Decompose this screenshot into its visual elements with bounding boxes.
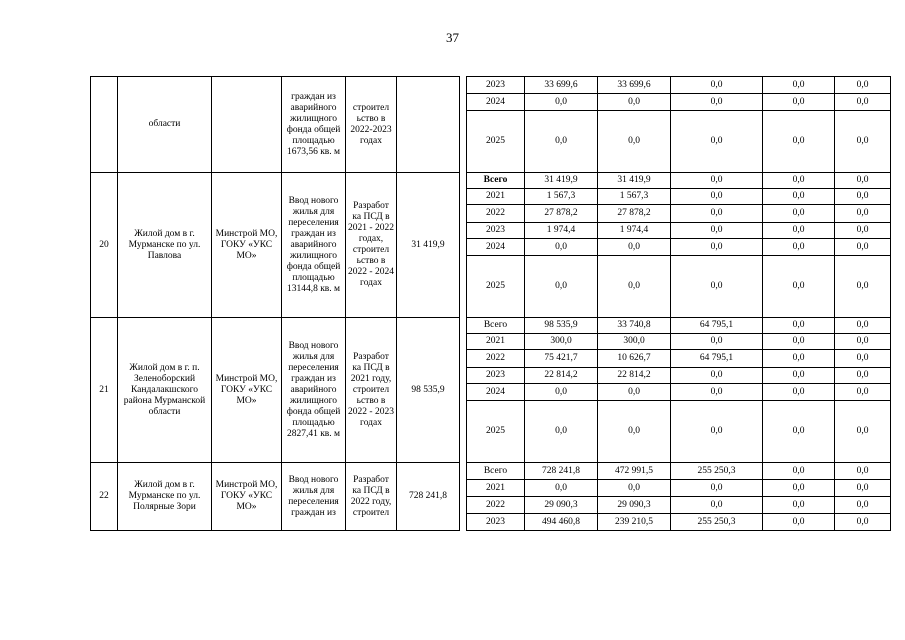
stage-period: Разработ ка ПСД в 2021 - 2022 годах, строител ьство в 2022 - 2024 годах xyxy=(346,173,397,318)
table-row xyxy=(91,77,891,94)
column-gap xyxy=(460,463,467,531)
total-cost: 728 241,8 xyxy=(397,463,460,531)
total-cost: 98 535,9 xyxy=(397,318,460,463)
amount-cell: 0,0 xyxy=(763,514,835,531)
year-cell: 2022 xyxy=(467,497,525,514)
amount-cell: 0,0 xyxy=(763,334,835,350)
amount-cell: 0,0 xyxy=(763,318,835,334)
expected-result: Ввод нового жилья для переселения граждан из xyxy=(282,463,346,531)
year-cell: 2024 xyxy=(467,384,525,401)
table-row xyxy=(91,463,891,480)
amount-cell: 255 250,3 xyxy=(671,463,763,480)
amount-cell: 1 567,3 xyxy=(525,189,598,205)
year-cell: 2025 xyxy=(467,256,525,318)
amount-cell: 300,0 xyxy=(598,334,671,350)
amount-cell: 0,0 xyxy=(763,77,835,94)
amount-cell: 0,0 xyxy=(835,111,891,173)
amount-cell: 0,0 xyxy=(763,368,835,384)
amount-cell: 0,0 xyxy=(835,256,891,318)
stage-period: строител ьство в 2022-2023 годах xyxy=(346,77,397,173)
amount-cell: 29 090,3 xyxy=(525,497,598,514)
amount-cell: 27 878,2 xyxy=(525,205,598,223)
item-number: 20 xyxy=(91,173,118,318)
amount-cell: 0,0 xyxy=(835,77,891,94)
item-number: 22 xyxy=(91,463,118,531)
amount-cell: 0,0 xyxy=(671,173,763,189)
year-cell: 2025 xyxy=(467,111,525,173)
amount-cell: 728 241,8 xyxy=(525,463,598,480)
table-row xyxy=(91,318,891,334)
page-number: 37 xyxy=(446,30,459,45)
amount-cell: 0,0 xyxy=(835,318,891,334)
amount-cell: 0,0 xyxy=(598,480,671,497)
amount-cell: 0,0 xyxy=(598,384,671,401)
amount-cell: 0,0 xyxy=(835,497,891,514)
amount-cell: 0,0 xyxy=(835,463,891,480)
amount-cell: 22 814,2 xyxy=(525,368,598,384)
amount-cell: 472 991,5 xyxy=(598,463,671,480)
year-cell: 2021 xyxy=(467,334,525,350)
year-cell: 2023 xyxy=(467,514,525,531)
object-name: Жилой дом в г. Мурманске по ул. Полярные Зори xyxy=(118,463,212,531)
amount-cell: 0,0 xyxy=(763,384,835,401)
amount-cell: 1 567,3 xyxy=(598,189,671,205)
column-gap xyxy=(460,318,467,463)
amount-cell: 0,0 xyxy=(525,111,598,173)
amount-cell: 0,0 xyxy=(835,334,891,350)
year-cell: 2021 xyxy=(467,480,525,497)
amount-cell: 0,0 xyxy=(763,205,835,223)
amount-cell: 0,0 xyxy=(598,111,671,173)
amount-cell: 10 626,7 xyxy=(598,350,671,368)
year-cell: 2021 xyxy=(467,189,525,205)
amount-cell: 22 814,2 xyxy=(598,368,671,384)
amount-cell: 64 795,1 xyxy=(671,350,763,368)
amount-cell: 0,0 xyxy=(671,497,763,514)
year-cell: Всего xyxy=(467,463,525,480)
amount-cell: 33 699,6 xyxy=(525,77,598,94)
amount-cell: 0,0 xyxy=(598,256,671,318)
amount-cell: 31 419,9 xyxy=(525,173,598,189)
year-cell: 2023 xyxy=(467,223,525,239)
year-cell: 2022 xyxy=(467,350,525,368)
year-cell: 2022 xyxy=(467,205,525,223)
executor: Минстрой МО, ГОКУ «УКС МО» xyxy=(212,318,282,463)
column-gap xyxy=(460,77,467,173)
amount-cell: 0,0 xyxy=(763,94,835,111)
item-number xyxy=(91,77,118,173)
amount-cell: 0,0 xyxy=(835,480,891,497)
amount-cell: 0,0 xyxy=(763,239,835,256)
amount-cell: 0,0 xyxy=(835,239,891,256)
amount-cell: 0,0 xyxy=(525,401,598,463)
stage-period: Разработ ка ПСД в 2021 году, строител ьство в 2022 - 2023 годах xyxy=(346,318,397,463)
amount-cell: 0,0 xyxy=(835,401,891,463)
amount-cell: 98 535,9 xyxy=(525,318,598,334)
expected-result: Ввод нового жилья для переселения граждан из аварийного жилищного фонда общей площадью 2827,41 кв. м xyxy=(282,318,346,463)
amount-cell: 33 740,8 xyxy=(598,318,671,334)
amount-cell: 0,0 xyxy=(763,463,835,480)
year-cell: 2025 xyxy=(467,401,525,463)
object-name: Жилой дом в г. Мурманске по ул. Павлова xyxy=(118,173,212,318)
amount-cell: 27 878,2 xyxy=(598,205,671,223)
amount-cell: 0,0 xyxy=(763,256,835,318)
expected-result: Ввод нового жилья для переселения граждан из аварийного жилищного фонда общей площадью 13144,8 кв. м xyxy=(282,173,346,318)
amount-cell: 0,0 xyxy=(525,480,598,497)
amount-cell: 0,0 xyxy=(671,480,763,497)
amount-cell: 0,0 xyxy=(671,256,763,318)
amount-cell: 0,0 xyxy=(671,334,763,350)
amount-cell: 29 090,3 xyxy=(598,497,671,514)
amount-cell: 0,0 xyxy=(525,94,598,111)
amount-cell: 0,0 xyxy=(763,111,835,173)
amount-cell: 0,0 xyxy=(835,189,891,205)
executor: Минстрой МО, ГОКУ «УКС МО» xyxy=(212,463,282,531)
amount-cell: 0,0 xyxy=(671,368,763,384)
amount-cell: 494 460,8 xyxy=(525,514,598,531)
amount-cell: 0,0 xyxy=(835,368,891,384)
amount-cell: 0,0 xyxy=(835,223,891,239)
total-cost: 31 419,9 xyxy=(397,173,460,318)
amount-cell: 0,0 xyxy=(835,514,891,531)
object-name: области xyxy=(118,77,212,173)
object-name: Жилой дом в г. п. Зеленоборский Кандалакшского района Мурманской области xyxy=(118,318,212,463)
amount-cell: 0,0 xyxy=(525,384,598,401)
amount-cell: 0,0 xyxy=(763,173,835,189)
year-cell: 2024 xyxy=(467,94,525,111)
amount-cell: 0,0 xyxy=(835,94,891,111)
item-number: 21 xyxy=(91,318,118,463)
amount-cell: 0,0 xyxy=(763,189,835,205)
amount-cell: 0,0 xyxy=(835,384,891,401)
amount-cell: 0,0 xyxy=(671,223,763,239)
amount-cell: 0,0 xyxy=(598,401,671,463)
amount-cell: 0,0 xyxy=(671,239,763,256)
amount-cell: 0,0 xyxy=(671,94,763,111)
amount-cell: 0,0 xyxy=(835,173,891,189)
amount-cell: 0,0 xyxy=(598,94,671,111)
amount-cell: 0,0 xyxy=(763,401,835,463)
program-table xyxy=(90,76,891,531)
amount-cell: 0,0 xyxy=(671,189,763,205)
year-cell: Всего xyxy=(467,173,525,189)
amount-cell: 0,0 xyxy=(835,350,891,368)
amount-cell: 0,0 xyxy=(671,384,763,401)
amount-cell: 0,0 xyxy=(763,480,835,497)
amount-cell: 1 974,4 xyxy=(525,223,598,239)
column-gap xyxy=(460,173,467,318)
amount-cell: 0,0 xyxy=(525,239,598,256)
amount-cell: 0,0 xyxy=(763,223,835,239)
amount-cell: 0,0 xyxy=(671,401,763,463)
expected-result: граждан из аварийного жилищного фонда общей площадью 1673,56 кв. м xyxy=(282,77,346,173)
year-cell: 2023 xyxy=(467,368,525,384)
stage-period: Разработ ка ПСД в 2022 году, строител xyxy=(346,463,397,531)
amount-cell: 239 210,5 xyxy=(598,514,671,531)
amount-cell: 300,0 xyxy=(525,334,598,350)
amount-cell: 0,0 xyxy=(671,77,763,94)
amount-cell: 0,0 xyxy=(763,497,835,514)
amount-cell: 31 419,9 xyxy=(598,173,671,189)
year-cell: 2023 xyxy=(467,77,525,94)
amount-cell: 64 795,1 xyxy=(671,318,763,334)
amount-cell: 0,0 xyxy=(671,111,763,173)
amount-cell: 1 974,4 xyxy=(598,223,671,239)
amount-cell: 0,0 xyxy=(763,350,835,368)
executor xyxy=(212,77,282,173)
amount-cell: 0,0 xyxy=(525,256,598,318)
year-cell: Всего xyxy=(467,318,525,334)
executor: Минстрой МО, ГОКУ «УКС МО» xyxy=(212,173,282,318)
amount-cell: 0,0 xyxy=(598,239,671,256)
amount-cell: 0,0 xyxy=(835,205,891,223)
year-cell: 2024 xyxy=(467,239,525,256)
amount-cell: 33 699,6 xyxy=(598,77,671,94)
total-cost xyxy=(397,77,460,173)
amount-cell: 255 250,3 xyxy=(671,514,763,531)
table-row xyxy=(91,173,891,189)
amount-cell: 75 421,7 xyxy=(525,350,598,368)
amount-cell: 0,0 xyxy=(671,205,763,223)
